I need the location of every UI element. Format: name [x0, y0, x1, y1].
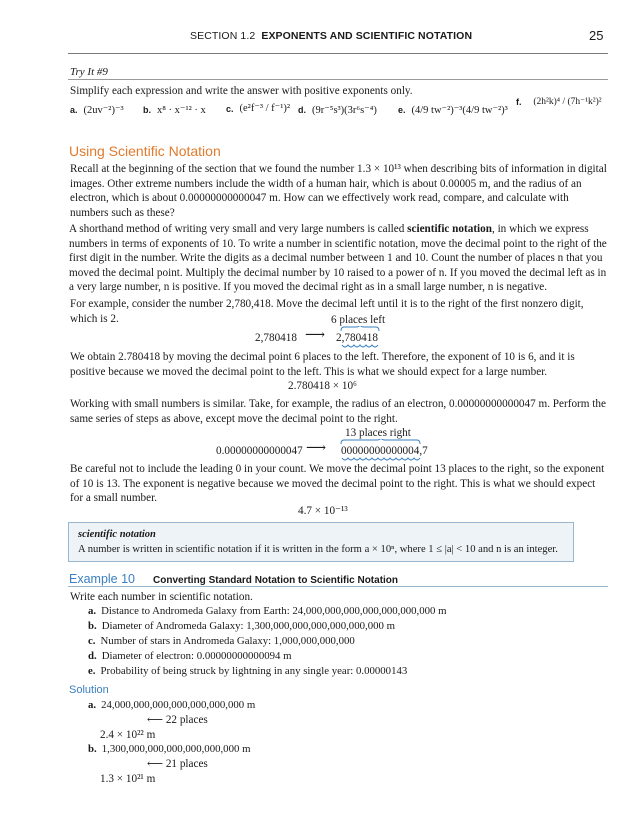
item-text: Number of stars in Andromeda Galaxy: 1,000,000,000,000	[100, 635, 355, 647]
definition-text: A number is written in scientific notation if it is written in the form a × 10ⁿ, where 1 ≤ |a| < 10 and n is an integer.	[78, 544, 558, 555]
item-label: b.	[88, 743, 97, 755]
problem-label: d.	[298, 105, 306, 115]
problem-expr: (9r⁻⁵s³)(3r⁶s⁻⁴)	[312, 105, 377, 116]
example-item	[88, 650, 292, 662]
try-it-rule	[68, 79, 608, 80]
try-it-instruction: Simplify each expression and write the answer with positive exponents only.	[70, 85, 413, 97]
paragraph-intro: Recall at the beginning of the section that we found the number 1.3 × 10¹³ when describing bits of information in digital images. Other extreme numbers include the width of a human hair, which is about 0.00005 m, and the radius of an electron, which is about 0.00000000000047 m. How can we effectively work read, compare, and calculate with numbers such as these?	[70, 163, 607, 219]
example-instruction: Write each number in scientific notation.	[70, 591, 253, 603]
diagram2-original: 0.00000000000047	[216, 445, 303, 457]
text-run: A shorthand method of writing very small and very large numbers is called	[69, 223, 408, 235]
example-item	[88, 635, 355, 647]
equation-large-scientific: 2.780418 × 10⁶	[288, 380, 357, 392]
diagram2-result: 00000000000004,7	[341, 445, 428, 457]
problem-c	[226, 90, 290, 114]
example-title: Converting Standard Notation to Scientific Notation	[153, 575, 399, 586]
paragraph-small-intro: Working with small numbers is similar. Take, for example, the radius of an electron, 0.00000000000047 m. Perform the same series of steps as above, except move the decimal point to the right.	[70, 398, 606, 425]
section-heading: Using Scientific Notation	[69, 143, 221, 159]
item-label: b.	[88, 620, 97, 632]
problem-label: a.	[70, 105, 78, 115]
hop-arcs	[342, 458, 420, 460]
paragraph-definition-explanation	[69, 222, 609, 295]
page-header	[0, 30, 630, 46]
example-item	[88, 620, 395, 632]
item-label: a.	[88, 699, 97, 711]
diagram1-result: 2,780418	[336, 332, 378, 344]
item-text: Diameter of electron: 0.00000000000094 m	[101, 650, 292, 662]
definition-title: scientific notation	[78, 529, 156, 540]
problem-label: c.	[226, 103, 234, 114]
problem-b	[143, 104, 206, 116]
diagram1-label: 6 places left	[331, 314, 386, 326]
paragraph-small-result: Be careful not to include the leading 0 in your count. We move the decimal point 13 places to the right, so the exponent of 10 is 13. The exponent is negative because we moved the decimal point to the right. This is what we should expect for a small number.	[70, 463, 605, 505]
problem-d	[298, 104, 377, 116]
problem-expr: (2h²k)⁴ / (7h⁻¹k²)²	[533, 97, 602, 107]
header-rule	[68, 53, 608, 54]
solution-a-number	[88, 699, 255, 711]
solution-b-places: ⟵ 21 places	[147, 758, 208, 770]
problem-expr: (2uv⁻²)⁻³	[83, 105, 124, 116]
definition-box	[68, 522, 574, 562]
item-label: c.	[88, 635, 96, 647]
example-item	[88, 665, 407, 677]
problem-label: f.	[516, 96, 522, 107]
problem-e	[398, 104, 508, 116]
running-head	[190, 30, 472, 42]
example-rule	[68, 586, 608, 587]
problem-expr: (e²f⁻³ / f⁻¹)²	[239, 103, 291, 114]
item-label: d.	[88, 650, 97, 662]
brace-top	[341, 326, 379, 331]
solution-b-result: 1.3 × 10²¹ m	[100, 773, 156, 785]
section-title: EXPONENTS AND SCIENTIFIC NOTATION	[261, 30, 473, 42]
paragraph-example-large: For example, consider the number 2,780,418. Move the decimal left until it is to the right of the first nonzero digit, which is 2.	[70, 298, 584, 325]
decimal-move-brace-1	[340, 326, 380, 350]
item-text: 24,000,000,000,000,000,000,000 m	[101, 699, 256, 711]
problem-label: e.	[398, 105, 406, 115]
solution-a-result: 2.4 × 10²² m	[100, 729, 156, 741]
section-number: SECTION 1.2	[190, 30, 256, 42]
item-text: Probability of being struck by lightning in any single year: 0.00000143	[100, 665, 408, 677]
item-label: e.	[88, 665, 96, 677]
problem-label: b.	[143, 105, 151, 115]
solution-b-number	[88, 743, 250, 755]
example-number: Example 10	[69, 572, 136, 586]
page-number: 25	[589, 28, 604, 43]
diagram1-original: 2,780418	[255, 332, 297, 344]
solution-label: Solution	[69, 684, 109, 696]
paragraph-large-result: We obtain 2.780418 by moving the decimal point 6 places to the left. Therefore, the exponent of 10 is 6, and it is positive because we moved the decimal point to the left. This is what we should expect for a large number.	[70, 351, 575, 378]
try-it-label: Try It #9	[70, 66, 108, 78]
example-item	[88, 605, 447, 617]
problem-a	[70, 104, 124, 116]
problem-f	[516, 96, 608, 108]
brace-top	[341, 439, 420, 444]
item-text: 1,300,000,000,000,000,000,000 m	[101, 743, 251, 755]
equation-small-scientific: 4.7 × 10⁻¹³	[298, 505, 348, 517]
item-label: a.	[88, 605, 97, 617]
problem-expr: (4/9 tw⁻²)⁻³(4/9 tw⁻²)³	[411, 105, 508, 116]
solution-a-places: ⟵ 22 places	[147, 714, 208, 726]
item-text: Diameter of Andromeda Galaxy: 1,300,000,000,000,000,000,000 m	[101, 620, 395, 632]
item-text: Distance to Andromeda Galaxy from Earth: 24,000,000,000,000,000,000,000 m	[101, 605, 447, 617]
problem-expr: x⁸ · x⁻¹² · x	[157, 105, 206, 116]
diagram2-label: 13 places right	[345, 427, 411, 439]
decimal-move-brace-2	[340, 439, 422, 463]
diagram1-arrow: ⟶	[305, 328, 326, 343]
hop-arcs	[342, 345, 378, 347]
key-term: scientific notation	[407, 223, 492, 235]
text-run: , in which we express numbers in terms of exponents of 10. To write a number in scientific notation, move the decimal point to the right of the first digit in the number. Write the digits as a decimal number between 1 and 10. Count the number of places n that you moved the decimal point. Multiply the decimal number by 10 raised to a power of n. If you moved the decimal left as in a very large number, n is positive. If you moved the decimal right as in a small large number, n is negative.	[69, 223, 607, 294]
diagram2-arrow: ⟶	[306, 441, 327, 456]
